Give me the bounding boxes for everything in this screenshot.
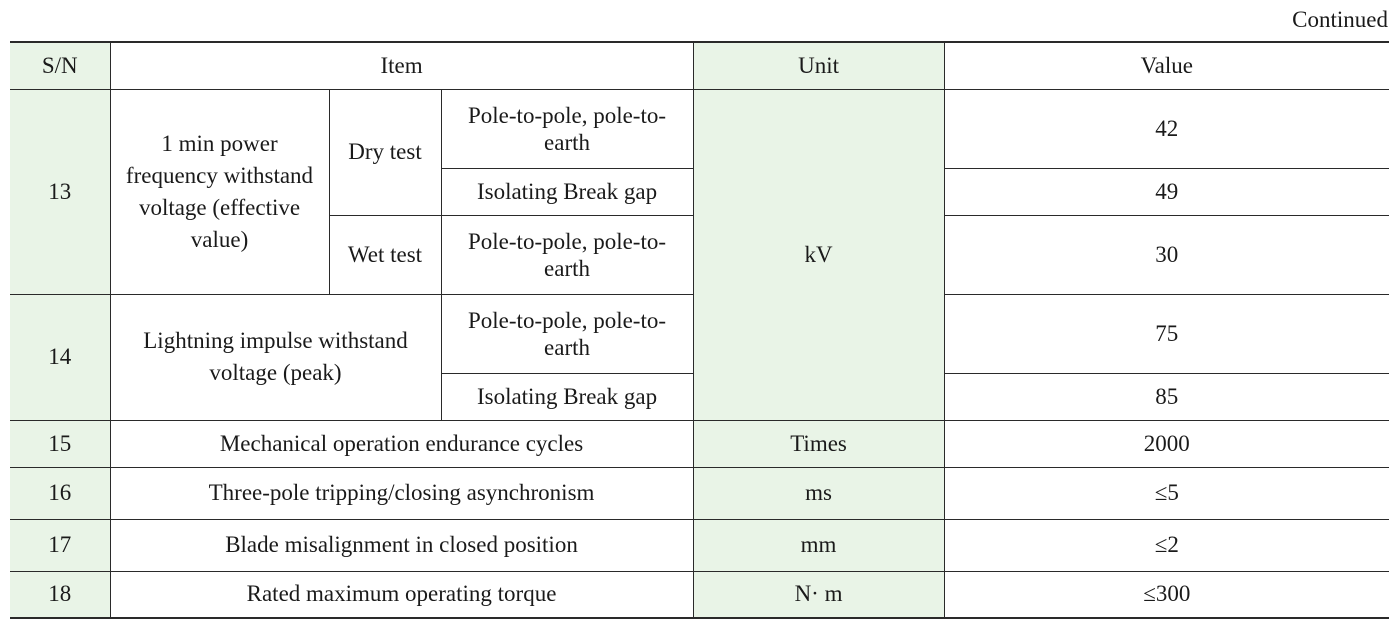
item-cell: Rated maximum operating torque: [110, 571, 693, 618]
sn-13: 13: [10, 89, 110, 294]
item-13: 1 min power frequency withstand voltage (effective value): [110, 89, 329, 294]
value-cell: 2000: [944, 420, 1389, 467]
value-cell: 30: [944, 215, 1389, 294]
sub-item: Isolating Break gap: [441, 168, 693, 215]
sub-item: Pole-to-pole, pole-to-earth: [441, 89, 693, 168]
header-unit: Unit: [693, 42, 944, 89]
sn-cell: 18: [10, 571, 110, 618]
table-row: [10, 519, 1389, 571]
value-cell: 49: [944, 168, 1389, 215]
value-cell: 85: [944, 373, 1389, 420]
sn-cell: 16: [10, 467, 110, 519]
item-cell: Three-pole tripping/closing asynchronism: [110, 467, 693, 519]
value-cell: ≤2: [944, 519, 1389, 571]
value-cell: ≤5: [944, 467, 1389, 519]
header-row: [10, 42, 1389, 89]
continued-caption: Continued: [1292, 7, 1388, 32]
unit-cell: ms: [693, 467, 944, 519]
value-cell: 75: [944, 294, 1389, 373]
dry-test-label: Dry test: [329, 89, 441, 215]
sub-item: Isolating Break gap: [441, 373, 693, 420]
table-row: [10, 89, 1389, 168]
item-14: Lightning impulse withstand voltage (peak): [110, 294, 441, 420]
header-value: Value: [944, 42, 1389, 89]
sn-cell: 15: [10, 420, 110, 467]
header-sn: S/N: [10, 42, 110, 89]
table-row: [10, 467, 1389, 519]
unit-kv: kV: [693, 89, 944, 420]
sub-item: Pole-to-pole, pole-to-earth: [441, 215, 693, 294]
wet-test-label: Wet test: [329, 215, 441, 294]
item-cell: Mechanical operation endurance cycles: [110, 420, 693, 467]
sn-cell: 17: [10, 519, 110, 571]
sn-14: 14: [10, 294, 110, 420]
spec-table: [10, 41, 1389, 619]
unit-cell: mm: [693, 519, 944, 571]
sub-item: Pole-to-pole, pole-to-earth: [441, 294, 693, 373]
table-row: [10, 571, 1389, 618]
table-row: [10, 420, 1389, 467]
unit-cell: Times: [693, 420, 944, 467]
item-cell: Blade misalignment in closed position: [110, 519, 693, 571]
unit-cell: N· m: [693, 571, 944, 618]
value-cell: 42: [944, 89, 1389, 168]
value-cell: ≤300: [944, 571, 1389, 618]
header-item: Item: [110, 42, 693, 89]
